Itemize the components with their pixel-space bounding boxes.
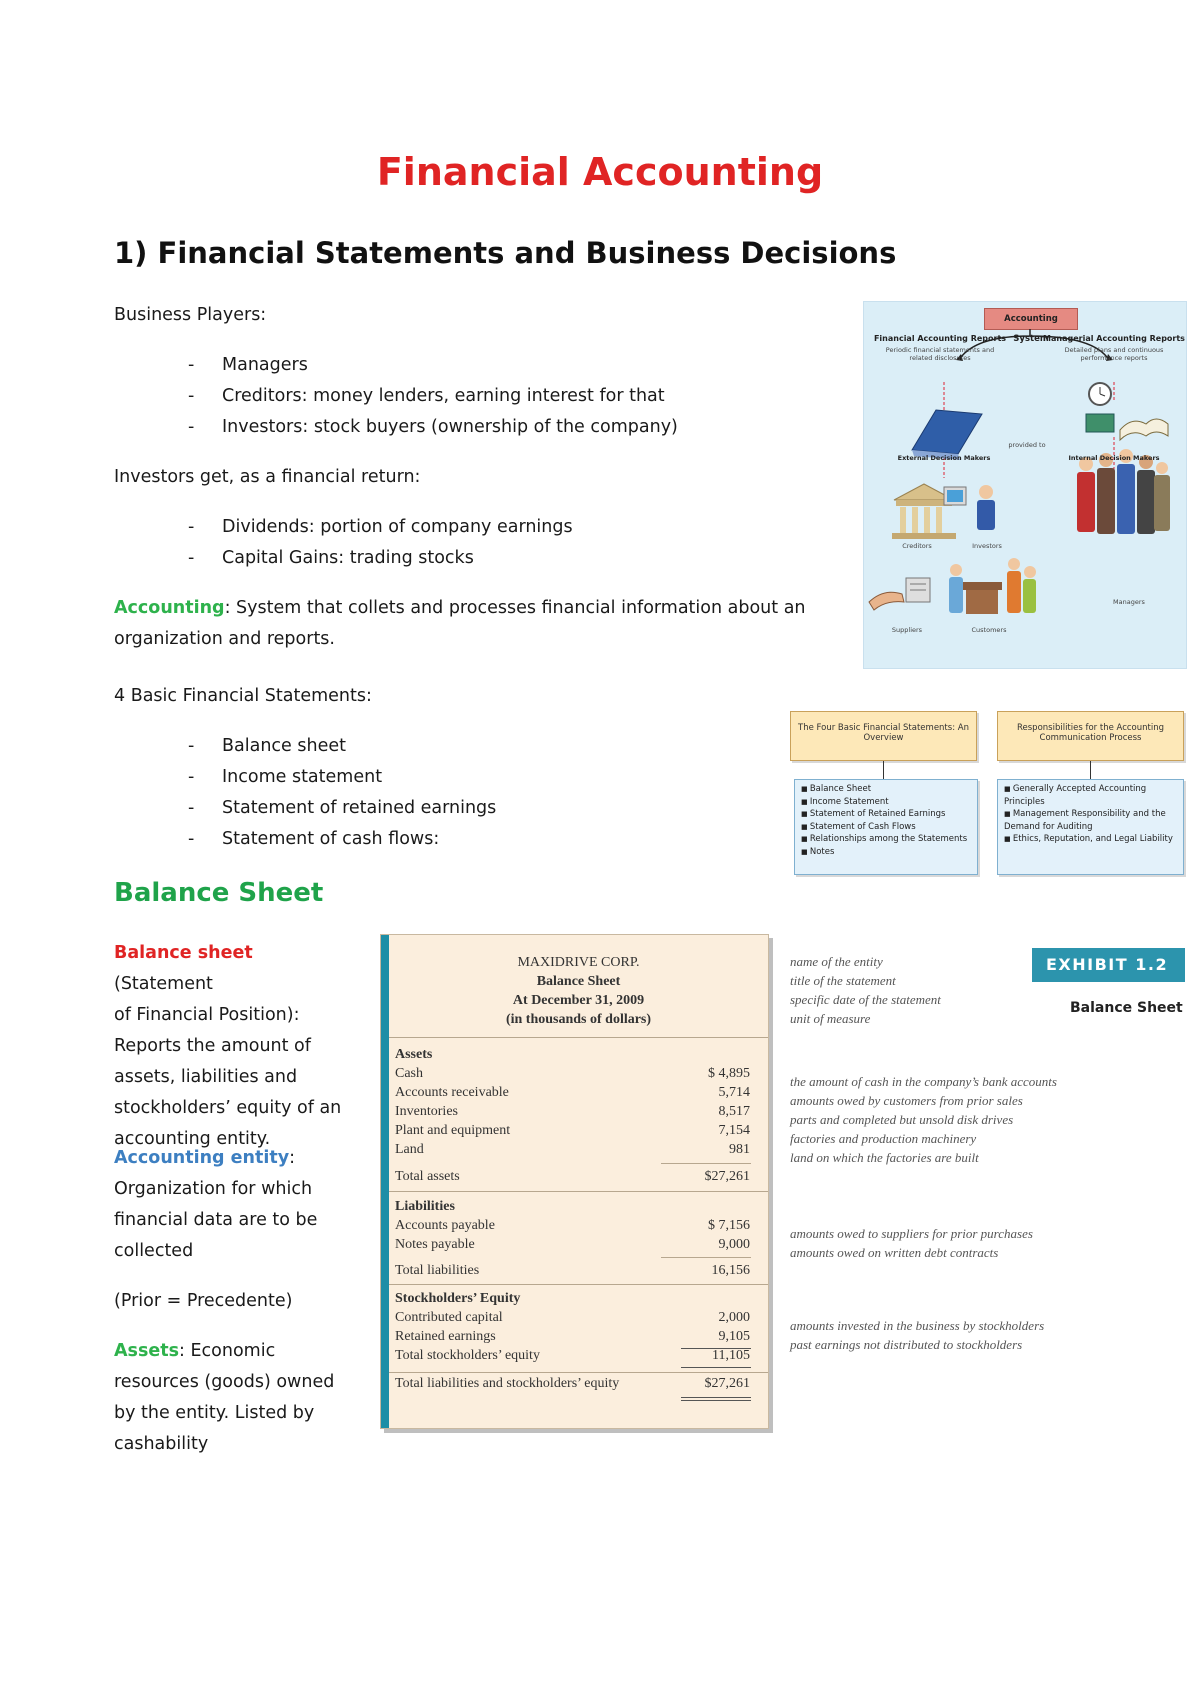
annotation: amounts owed by customers from prior sales [790, 1093, 1023, 1108]
table-row: Land 981 [395, 1142, 750, 1157]
investors-item: - Dividends: portion of company earnings [188, 517, 573, 537]
responsibilities-box-title: Responsibilities for the Accounting Communication Process [997, 711, 1184, 761]
table-row: Plant and equipment 7,154 [395, 1123, 750, 1138]
accounting-entity-definition: Accounting entity: Organization for which financial data are to be collected [114, 1148, 318, 1261]
financial-reports-sub: Periodic financial statements and related disclosures [885, 346, 995, 362]
external-users-label: External Decision Makers [897, 454, 991, 462]
provided-to-label: provided to [1008, 441, 1046, 449]
table-row: Retained earnings 9,105 [395, 1329, 750, 1344]
players-item: - Investors: stock buyers (ownership of the company) [188, 417, 678, 437]
managers-label: Managers [1113, 598, 1145, 606]
assets-definition: Assets: Economic resources (goods) owned by the entity. Listed by cashability [114, 1341, 335, 1454]
total-liabilities-equity-row: Total liabilities and stockholders’ equity $27,261 [395, 1376, 750, 1391]
annotation: unit of measure [790, 1011, 871, 1026]
statement-unit: (in thousands of dollars) [505, 1012, 652, 1027]
table-row: Notes payable 9,000 [395, 1237, 750, 1252]
internal-users-label: Internal Decision Makers [1068, 454, 1160, 462]
financial-reports-label: Financial Accounting Reports [873, 334, 1007, 343]
annotation: title of the statement [790, 973, 896, 988]
suppliers-label: Suppliers [891, 626, 923, 634]
page-title: Financial Accounting [376, 150, 824, 194]
statement-date: At December 31, 2009 [512, 993, 645, 1008]
total-equity-row: Total stockholders’ equity 11,105 [395, 1348, 750, 1363]
responsibilities-list: ■ Generally Accepted Accounting Principles ■ Management Responsibility and the Demand for Auditing ■ Ethics, Reputation, and Legal Liability [997, 779, 1184, 875]
managerial-reports-label: Managerial Accounting Reports [1043, 334, 1185, 343]
customers-label: Customers [971, 626, 1007, 634]
investors-fig-label: Investors [972, 542, 1002, 550]
managerial-reports-sub: Detailed plans and continuous performance reports [1064, 346, 1164, 362]
accounting-definition: Accounting: System that collets and processes financial information about an organization and reports. [114, 598, 806, 649]
exhibit-badge: EXHIBIT 1.2 [1032, 948, 1185, 982]
table-row: Accounts payable $ 7,156 [395, 1218, 750, 1233]
annotation: amounts owed on written debt contracts [790, 1245, 999, 1260]
exhibit-subtitle: Balance Sheet [1070, 1000, 1183, 1016]
table-row: Inventories 8,517 [395, 1104, 750, 1119]
prior-note: (Prior = Precedente) [114, 1291, 293, 1311]
chapter-overview-figure [788, 706, 1185, 882]
investors-label: Investors get, as a financial return: [114, 467, 421, 487]
company-name: MAXIDRIVE CORP. [517, 955, 640, 970]
table-row: Contributed capital 2,000 [395, 1310, 750, 1325]
total-assets-row: Total assets $27,261 [395, 1169, 750, 1184]
overview-list: ■ Balance Sheet ■ Income Statement ■ Statement of Retained Earnings ■ Statement of Cash Flows ■ Relationships among the Statements ■ Notes [794, 779, 978, 875]
basic-statements-item: - Statement of retained earnings [188, 798, 497, 818]
statement-name: Balance Sheet [536, 974, 621, 989]
players-label: Business Players: [114, 305, 267, 325]
balance-sheet-exhibit [380, 934, 769, 1429]
annotation: name of the entity [790, 954, 883, 969]
accounting-term: Accounting [114, 598, 225, 618]
table-row: Accounts receivable 5,714 [395, 1085, 750, 1100]
overview-box-title: The Four Basic Financial Statements: An Overview [790, 711, 977, 761]
basic-statements-item: - Balance sheet [188, 736, 346, 756]
section-heading-financial-statements: 1) Financial Statements and Business Decisions [114, 236, 897, 270]
annotation: amounts invested in the business by stockholders [790, 1318, 1045, 1333]
assets-section-label: Assets [395, 1047, 433, 1062]
annotation: land on which the factories are built [790, 1150, 979, 1165]
section-heading-balance-sheet: Balance Sheet [114, 878, 324, 908]
liabilities-section-label: Liabilities [395, 1199, 455, 1214]
investors-item: - Capital Gains: trading stocks [188, 548, 474, 568]
table-row: Cash $ 4,895 [395, 1066, 750, 1081]
total-liabilities-row: Total liabilities 16,156 [395, 1263, 750, 1278]
players-item: - Managers [188, 355, 308, 375]
annotation: factories and production machinery [790, 1131, 977, 1146]
basic-statements-item: - Income statement [188, 767, 383, 787]
players-item: - Creditors: money lenders, earning interest for that [188, 386, 665, 406]
creditors-label: Creditors [902, 542, 932, 550]
basic-statements-label: 4 Basic Financial Statements: [114, 686, 372, 706]
accounting-system-box: Accounting System [984, 308, 1078, 330]
annotation: amounts owed to suppliers for prior purchases [790, 1226, 1033, 1241]
annotation: the amount of cash in the company’s bank accounts [790, 1074, 1057, 1089]
annotation: specific date of the statement [790, 992, 941, 1007]
annotation: parts and completed but unsold disk drives [790, 1112, 1014, 1127]
equity-section-label: Stockholders’ Equity [395, 1291, 521, 1306]
balance-sheet-definition: Balance sheet (Statement of Financial Position): Reports the amount of assets, liabilities and stockholders’ equity of an accounting entity. [114, 943, 342, 1149]
basic-statements-item: - Statement of cash flows: [188, 829, 440, 849]
accounting-system-figure [863, 301, 1187, 669]
annotation: past earnings not distributed to stockholders [790, 1337, 1023, 1352]
